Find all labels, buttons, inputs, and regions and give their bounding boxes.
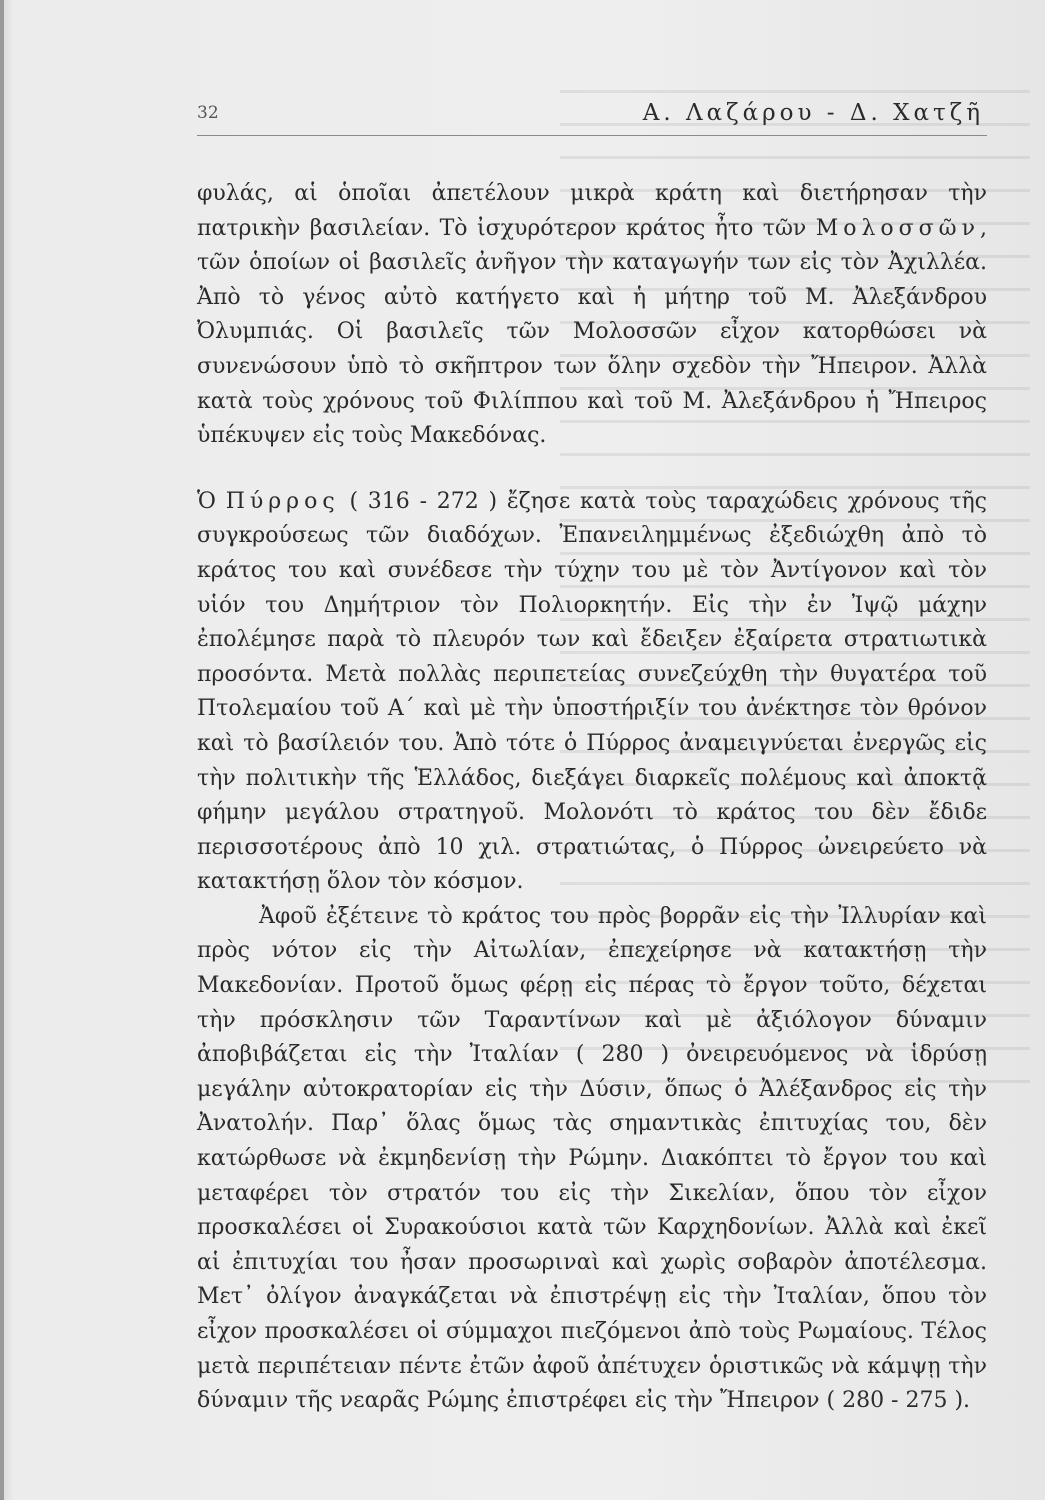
paragraph-epirus-tribes	[197, 177, 987, 454]
paragraph-text: , τῶν ὁποίων οἱ βασιλεῖς ἀνῆγον τὴν καταγωγήν των εἰς τὸν Ἀχιλλέα. Ἀπὸ τὸ γένος αὐτὸ κατήγετο καὶ ἡ μήτηρ τοῦ Μ. Ἀλεξάνδρου Ὀλυμπιάς. Οἱ βασιλεῖς τῶν Μολοσσῶν εἶχον κατορθώσει νὰ συνενώσουν ὑπὸ τὸ σκῆπτρον των ὅλην σχεδὸν τὴν Ἤπειρον. Ἀλλὰ κατὰ τοὺς χρόνους τοῦ Φιλίππου καὶ τοῦ Μ. Ἀλεξάνδρου ἡ Ἤπειρος ὑπέκυψεν εἰς τοὺς Μακεδόνας.	[197, 215, 987, 449]
emphasized-term-molossians: Μολοσσῶν	[815, 215, 980, 241]
paragraph-text: φυλάς, αἱ ὁποῖαι ἀπετέλουν μικρὰ κράτη καὶ διετήρησαν τὴν πατρικὴν βασιλείαν. Τὸ ἰσχυρότερον κράτος ἦτο τῶν	[197, 181, 987, 241]
paragraph-text: ( 316 - 272 ) ἔζησε κατὰ τοὺς ταραχώδεις χρόνους τῆς συγκρούσεως τῶν διαδόχων. Ἐπανειλημμένως ἐξεδιώχθη ἀπὸ τὸ κράτος του καὶ συνέδεσε τὴν τύχην του μὲ τὸν Ἀντίγονον καὶ τὸν υἱόν του Δημήτριον τὸν Πολιορκητήν. Εἰς τὴν ἐν Ἰψῷ μάχην ἐπολέμησε παρὰ τὸ πλευρόν των καὶ ἔδειξεν ἐξαίρετα στρατιωτικὰ προσόντα. Μετὰ πολλὰς περιπετείας συνεζεύχθη τὴν θυγατέρα τοῦ Πτολεμαίου τοῦ Α΄ καὶ μὲ τὴν ὑποστήριξίν του ἀνέκτησε τὸν θρόνον καὶ τὸ βασίλειόν του. Ἀπὸ τότε ὁ Πύρρος ἀναμειγνύεται ἐνεργῶς εἰς τὴν πολιτικὴν τῆς Ἑλλάδος, διεξάγει διαρκεῖς πολέμους καὶ ἀποκτᾷ φήμην μεγάλου στρατηγοῦ. Μολονότι τὸ κράτος του δὲν ἔδιδε περισσοτέρους ἀπὸ 10 χιλ. στρατιώτας, ὁ Πύρρος ὠνειρεύετο νὰ κατακτήσῃ ὅλον τὸν κόσμον.	[197, 488, 987, 895]
paragraph-italian-campaign: Ἀφοῦ ἐξέτεινε τὸ κράτος του πρὸς βορρᾶν εἰς τὴν Ἰλλυρίαν καὶ πρὸς νότον εἰς τὴν Αἰτωλίαν, ἐπεχείρησε νὰ κατακτήσῃ τὴν Μακεδονίαν. Προτοῦ ὅμως φέρῃ εἰς πέρας τὸ ἔργον τοῦτο, δέχεται τὴν πρόσκλησιν τῶν Ταραντίνων καὶ μὲ ἀξιόλογον δύναμιν ἀποβιβάζεται εἰς τὴν Ἰταλίαν ( 280 ) ὀνειρευόμενος νὰ ἱδρύσῃ μεγάλην αὐτοκρατορίαν εἰς τὴν Δύσιν, ὅπως ὁ Ἀλέξανδρος εἰς τὴν Ἀνατολήν. Παρ᾽ ὅλας ὅμως τὰς σημαντικὰς ἐπιτυχίας του, δὲν κατώρθωσε νὰ ἐκμηδενίσῃ τὴν Ρώμην. Διακόπτει τὸ ἔργον του καὶ μεταφέρει τὸν στρατόν του εἰς τὴν Σικελίαν, ὅπου τὸν εἶχον προσκαλέσει οἱ Συρακούσιοι κατὰ τῶν Καρχηδονίων. Ἀλλὰ καὶ ἐκεῖ αἱ ἐπιτυχίαι του ἦσαν προσωριναὶ καὶ χωρὶς σοβαρὸν ἀποτέλεσμα. Μετ᾽ ὀλίγον ἀναγκάζεται νὰ ἐπιστρέψῃ εἰς τὴν Ἰταλίαν, ὅπου τὸν εἶχον προσκαλέσει οἱ σύμμαχοι πιεζόμενοι ἀπὸ τοὺς Ρωμαίους. Τέλος μετὰ περιπέτειαν πέντε ἐτῶν ἀφοῦ ἀπέτυχεν ὁριστικῶς νὰ κάμψῃ τὴν δύναμιν τῆς νεαρᾶς Ρώμης ἐπιστρέφει εἰς τὴν Ἤπειρον ( 280 - 275 ).	[197, 903, 987, 1414]
body-text	[197, 177, 987, 1419]
page-number: 32	[197, 103, 219, 123]
emphasized-term-pyrrhus: Πύρρος	[225, 488, 340, 514]
header-rule	[197, 135, 987, 136]
page-header	[197, 100, 990, 140]
paragraph-text: Ὁ	[197, 488, 226, 514]
running-head-authors: Α. Λαζάρου - Δ. Χατζῆ	[642, 100, 984, 126]
paragraph-pyrrhus	[197, 485, 987, 900]
page-binding-edge	[0, 0, 4, 1500]
